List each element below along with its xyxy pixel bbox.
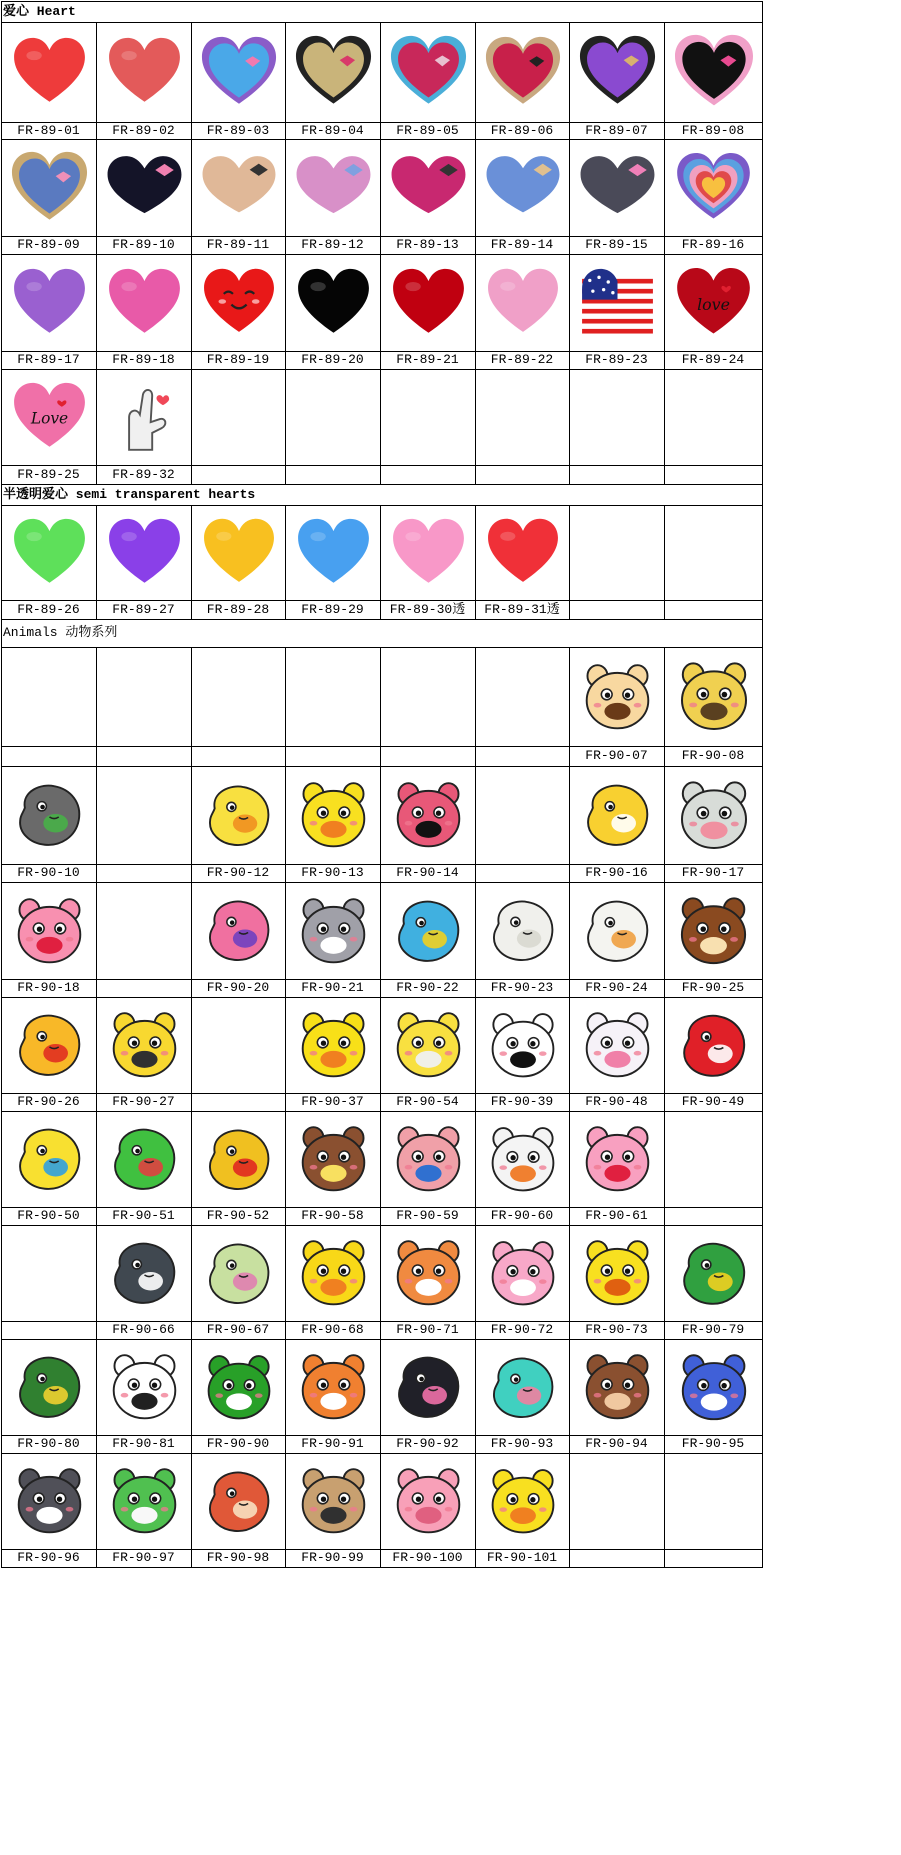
animal-charm-image bbox=[665, 1340, 762, 1435]
charm-graphic bbox=[390, 34, 467, 111]
product-code: FR-89-13 bbox=[396, 237, 459, 252]
product-code: FR-89-24 bbox=[681, 352, 745, 367]
product-code: FR-89-01 bbox=[17, 123, 80, 138]
animal-charm-image bbox=[97, 1454, 191, 1549]
animal-charm-image bbox=[2, 1454, 96, 1549]
charm-graphic bbox=[11, 265, 88, 342]
heart-charm-image bbox=[570, 23, 664, 122]
animal-charm-image bbox=[2, 883, 96, 979]
charm-graphic bbox=[485, 265, 561, 341]
product-code: FR-90-59 bbox=[396, 1208, 459, 1223]
grid-line bbox=[762, 139, 763, 255]
product-code: FR-89-18 bbox=[112, 352, 175, 367]
charm-graphic bbox=[579, 265, 656, 342]
charm-graphic bbox=[485, 515, 561, 591]
product-code: FR-89-08 bbox=[681, 123, 745, 138]
animal-charm-image bbox=[286, 1112, 380, 1207]
grid-line bbox=[1, 1, 763, 2]
product-code: FR-89-14 bbox=[490, 237, 554, 252]
animal-charm-image bbox=[192, 1340, 285, 1435]
grid-line bbox=[569, 505, 570, 620]
heart-charm-image bbox=[665, 23, 762, 122]
product-code: FR-90-67 bbox=[206, 1322, 270, 1337]
grid-line bbox=[191, 997, 192, 1112]
product-code: FR-90-08 bbox=[681, 748, 745, 763]
charm-graphic bbox=[485, 1464, 561, 1540]
heart-charm-image bbox=[286, 23, 380, 122]
product-code: FR-89-12 bbox=[301, 237, 364, 252]
charm-graphic bbox=[11, 1463, 88, 1540]
heart-charm-image bbox=[570, 140, 664, 236]
product-code: FR-90-94 bbox=[585, 1436, 648, 1451]
product-code: FR-89-20 bbox=[301, 352, 364, 367]
heart-charm-image bbox=[2, 370, 96, 465]
product-code: FR-90-81 bbox=[112, 1436, 175, 1451]
product-code: FR-89-31透 bbox=[484, 602, 560, 617]
heart-charm-image bbox=[2, 140, 96, 236]
charm-graphic bbox=[579, 893, 656, 970]
animal-charm-image bbox=[97, 1340, 191, 1435]
animal-charm-image bbox=[665, 1226, 762, 1321]
animal-charm-image bbox=[2, 767, 96, 864]
charm-graphic bbox=[295, 777, 372, 854]
heart-charm-image bbox=[286, 506, 380, 600]
product-code: FR-90-22 bbox=[396, 980, 459, 995]
charm-graphic bbox=[201, 1350, 277, 1426]
charm-graphic bbox=[11, 893, 88, 970]
product-code: FR-89-05 bbox=[396, 123, 459, 138]
product-code: FR-89-32 bbox=[112, 467, 175, 482]
animal-charm-image bbox=[665, 767, 762, 864]
grid-line bbox=[475, 369, 476, 485]
product-code: FR-90-92 bbox=[396, 1436, 459, 1451]
product-code: FR-90-93 bbox=[490, 1436, 554, 1451]
product-code: FR-90-100 bbox=[392, 1550, 463, 1565]
heart-charm-image bbox=[97, 506, 191, 600]
animal-charm-image bbox=[665, 883, 762, 979]
charm-graphic bbox=[579, 150, 656, 227]
charm-graphic bbox=[485, 150, 561, 226]
product-code: FR-90-13 bbox=[301, 865, 364, 880]
heart-charm-image bbox=[2, 255, 96, 351]
animal-charm-image bbox=[2, 1112, 96, 1207]
product-code: FR-90-90 bbox=[206, 1436, 270, 1451]
charm-graphic bbox=[201, 893, 277, 969]
animal-charm-image bbox=[192, 883, 285, 979]
charm-graphic bbox=[201, 150, 277, 226]
charm-graphic bbox=[390, 893, 467, 970]
heart-charm-image bbox=[665, 140, 762, 236]
charm-graphic bbox=[295, 1235, 372, 1312]
product-code: FR-89-25 bbox=[17, 467, 80, 482]
animal-charm-image bbox=[476, 998, 569, 1093]
animal-charm-image bbox=[286, 883, 380, 979]
charm-graphic bbox=[11, 777, 88, 854]
heart-charm-image bbox=[97, 370, 191, 465]
product-code: FR-90-24 bbox=[585, 980, 648, 995]
charm-graphic bbox=[295, 265, 372, 342]
animal-charm-image bbox=[97, 1226, 191, 1321]
product-code: FR-90-72 bbox=[490, 1322, 554, 1337]
grid-line bbox=[762, 369, 763, 485]
product-code: FR-90-101 bbox=[486, 1550, 558, 1565]
product-code: FR-90-17 bbox=[681, 865, 745, 880]
charm-graphic bbox=[485, 1236, 561, 1312]
product-code: FR-89-09 bbox=[17, 237, 80, 252]
product-code: FR-89-03 bbox=[206, 123, 270, 138]
charm-graphic bbox=[106, 150, 183, 227]
heart-charm-image bbox=[381, 140, 475, 236]
charm-graphic bbox=[485, 1122, 561, 1198]
charm-graphic bbox=[390, 150, 467, 227]
grid-line bbox=[664, 1453, 665, 1568]
heart-charm-image bbox=[192, 506, 285, 600]
heart-charm-image bbox=[570, 255, 664, 351]
product-code: FR-89-22 bbox=[490, 352, 554, 367]
animal-charm-image bbox=[97, 998, 191, 1093]
product-code: FR-90-16 bbox=[585, 865, 648, 880]
section-title: 爱心 Heart bbox=[3, 4, 76, 19]
animal-charm-image bbox=[476, 883, 569, 979]
animal-charm-image bbox=[286, 1340, 380, 1435]
product-code: FR-89-23 bbox=[585, 352, 648, 367]
grid-line bbox=[664, 505, 665, 620]
animal-charm-image bbox=[381, 883, 475, 979]
animal-charm-image bbox=[570, 883, 664, 979]
charm-graphic bbox=[579, 777, 656, 854]
product-code: FR-90-39 bbox=[490, 1094, 554, 1109]
grid-line bbox=[664, 1111, 665, 1226]
product-code: FR-90-98 bbox=[206, 1550, 270, 1565]
heart-charm-image bbox=[192, 140, 285, 236]
grid-line bbox=[762, 882, 763, 998]
animal-charm-image bbox=[381, 1454, 475, 1549]
animal-charm-image bbox=[286, 767, 380, 864]
product-code: FR-90-21 bbox=[301, 980, 364, 995]
product-code: FR-89-21 bbox=[396, 352, 459, 367]
product-code: FR-90-37 bbox=[301, 1094, 364, 1109]
animal-charm-image bbox=[381, 1340, 475, 1435]
animal-charm-image bbox=[665, 998, 762, 1093]
product-code: FR-90-26 bbox=[17, 1094, 80, 1109]
charm-graphic bbox=[11, 1007, 88, 1084]
charm-graphic bbox=[106, 1463, 183, 1540]
product-code: FR-89-27 bbox=[112, 602, 175, 617]
product-code: FR-90-49 bbox=[681, 1094, 745, 1109]
grid-line bbox=[762, 254, 763, 370]
heart-charm-image bbox=[381, 23, 475, 122]
charm-graphic bbox=[11, 150, 88, 227]
heart-charm-image bbox=[2, 506, 96, 600]
charm-graphic bbox=[390, 1463, 467, 1540]
grid-line bbox=[380, 647, 381, 767]
charm-graphic bbox=[295, 1463, 372, 1540]
grid-line bbox=[96, 882, 97, 998]
animal-charm-image bbox=[286, 1454, 380, 1549]
grid-line bbox=[762, 997, 763, 1112]
charm-graphic bbox=[11, 515, 88, 592]
grid-line bbox=[762, 1225, 763, 1340]
product-code: FR-89-07 bbox=[585, 123, 648, 138]
charm-graphic bbox=[674, 264, 753, 343]
animal-charm-image bbox=[476, 1454, 569, 1549]
charm-graphic bbox=[295, 34, 372, 111]
heart-charm-image bbox=[97, 140, 191, 236]
animal-charm-image bbox=[570, 1226, 664, 1321]
product-code: FR-89-06 bbox=[490, 123, 554, 138]
grid-line bbox=[475, 647, 476, 767]
product-code: FR-90-95 bbox=[681, 1436, 745, 1451]
heart-charm-image bbox=[97, 255, 191, 351]
charm-graphic bbox=[106, 379, 183, 456]
charm-graphic bbox=[579, 1235, 656, 1312]
grid-line bbox=[1, 484, 2, 506]
charm-graphic bbox=[675, 1349, 753, 1427]
product-code: FR-89-02 bbox=[112, 123, 175, 138]
charm-graphic bbox=[674, 657, 754, 737]
grid-line bbox=[762, 1, 763, 23]
charm-graphic bbox=[201, 778, 277, 854]
product-code: FR-89-19 bbox=[206, 352, 270, 367]
charm-graphic bbox=[579, 659, 656, 736]
animal-charm-image bbox=[97, 1112, 191, 1207]
charm-graphic bbox=[201, 35, 277, 111]
section-title: 半透明爱心 semi transparent hearts bbox=[3, 487, 256, 502]
grid-line bbox=[1, 1, 2, 23]
charm-graphic bbox=[295, 893, 372, 970]
grid-line bbox=[569, 1453, 570, 1568]
grid-line bbox=[762, 1339, 763, 1454]
svg-text:Love: Love bbox=[30, 409, 68, 428]
charm-graphic bbox=[579, 34, 656, 111]
heart-charm-image bbox=[286, 255, 380, 351]
product-code: FR-90-80 bbox=[17, 1436, 80, 1451]
product-code: FR-90-52 bbox=[206, 1208, 270, 1223]
grid-line bbox=[96, 647, 97, 767]
charm-graphic bbox=[485, 35, 561, 111]
charm-graphic bbox=[390, 1349, 467, 1426]
charm-graphic bbox=[201, 1464, 277, 1540]
animal-charm-image bbox=[570, 767, 664, 864]
product-code: FR-90-51 bbox=[112, 1208, 175, 1223]
product-code: FR-90-23 bbox=[490, 980, 554, 995]
charm-graphic bbox=[674, 892, 753, 971]
grid-line bbox=[762, 619, 763, 648]
charm-graphic bbox=[390, 515, 467, 592]
charm-graphic bbox=[675, 1235, 753, 1313]
grid-line bbox=[1, 1225, 2, 1340]
grid-line bbox=[1, 484, 763, 485]
charm-graphic bbox=[390, 777, 467, 854]
grid-line bbox=[664, 369, 665, 485]
product-code: FR-90-99 bbox=[301, 1550, 364, 1565]
heart-charm-image bbox=[381, 506, 475, 600]
animal-charm-image bbox=[381, 1226, 475, 1321]
product-code: FR-90-96 bbox=[17, 1550, 80, 1565]
charm-graphic bbox=[106, 1349, 183, 1426]
charm-graphic bbox=[295, 150, 372, 227]
heart-charm-image bbox=[476, 255, 569, 351]
heart-charm-image bbox=[192, 255, 285, 351]
charm-graphic bbox=[11, 34, 88, 111]
heart-charm-image bbox=[665, 255, 762, 351]
charm-graphic bbox=[485, 1350, 561, 1426]
grid-line bbox=[762, 1453, 763, 1568]
product-code: FR-90-58 bbox=[301, 1208, 364, 1223]
heart-charm-image bbox=[476, 23, 569, 122]
product-code: FR-89-04 bbox=[301, 123, 364, 138]
product-code: FR-90-60 bbox=[490, 1208, 554, 1223]
animal-charm-image bbox=[192, 767, 285, 864]
charm-graphic bbox=[674, 776, 754, 856]
animal-charm-image bbox=[476, 1112, 569, 1207]
animal-charm-image bbox=[192, 1454, 285, 1549]
charm-graphic bbox=[11, 1349, 88, 1426]
product-code: FR-89-15 bbox=[585, 237, 648, 252]
charm-graphic bbox=[11, 1121, 88, 1198]
animal-charm-image bbox=[476, 1340, 569, 1435]
grid-line bbox=[762, 766, 763, 883]
product-code: FR-89-11 bbox=[206, 237, 270, 252]
charm-graphic bbox=[106, 1235, 183, 1312]
heart-charm-image bbox=[476, 140, 569, 236]
animal-charm-image bbox=[286, 1226, 380, 1321]
product-code: FR-90-54 bbox=[396, 1094, 459, 1109]
charm-graphic bbox=[201, 1236, 277, 1312]
charm-graphic bbox=[674, 33, 754, 113]
grid-line bbox=[285, 647, 286, 767]
grid-line bbox=[1, 647, 2, 767]
product-code: FR-90-66 bbox=[112, 1322, 175, 1337]
grid-line bbox=[762, 1111, 763, 1226]
product-code: FR-90-71 bbox=[396, 1322, 459, 1337]
product-code: FR-90-50 bbox=[17, 1208, 80, 1223]
product-code: FR-90-07 bbox=[585, 748, 648, 763]
grid-line bbox=[1, 1567, 763, 1568]
charm-graphic bbox=[390, 1121, 467, 1198]
product-code: FR-90-14 bbox=[396, 865, 459, 880]
animal-charm-image bbox=[381, 767, 475, 864]
heart-charm-image bbox=[2, 23, 96, 122]
charm-graphic bbox=[579, 1007, 656, 1084]
charm-graphic bbox=[106, 34, 183, 111]
animal-charm-image bbox=[381, 1112, 475, 1207]
grid-line bbox=[762, 505, 763, 620]
animal-charm-image bbox=[192, 1226, 285, 1321]
charm-graphic bbox=[390, 1007, 467, 1084]
grid-line bbox=[191, 369, 192, 485]
charm-graphic bbox=[390, 265, 467, 342]
charm-graphic bbox=[11, 379, 88, 456]
product-code: FR-89-16 bbox=[681, 237, 745, 252]
heart-charm-image bbox=[286, 140, 380, 236]
grid-line bbox=[191, 647, 192, 767]
charm-graphic bbox=[579, 1349, 656, 1426]
grid-line bbox=[96, 766, 97, 883]
product-code: FR-90-79 bbox=[681, 1322, 745, 1337]
charm-graphic bbox=[485, 1008, 561, 1084]
animal-charm-image bbox=[2, 998, 96, 1093]
charm-graphic bbox=[106, 515, 183, 592]
heart-charm-image bbox=[97, 23, 191, 122]
product-code: FR-90-48 bbox=[585, 1094, 648, 1109]
charm-graphic bbox=[295, 1007, 372, 1084]
animal-charm-image bbox=[570, 648, 664, 746]
charm-graphic bbox=[201, 515, 277, 591]
product-code: FR-90-27 bbox=[112, 1094, 175, 1109]
charm-graphic bbox=[201, 265, 277, 341]
product-code: FR-89-26 bbox=[17, 602, 80, 617]
animal-charm-image bbox=[570, 998, 664, 1093]
charm-graphic bbox=[201, 1122, 277, 1198]
charm-graphic bbox=[106, 265, 183, 342]
grid-line bbox=[285, 369, 286, 485]
product-code: FR-90-73 bbox=[585, 1322, 648, 1337]
product-code: FR-89-28 bbox=[206, 602, 270, 617]
charm-graphic bbox=[295, 1121, 372, 1198]
grid-line bbox=[569, 369, 570, 485]
grid-line bbox=[762, 22, 763, 140]
animal-charm-image bbox=[476, 1226, 569, 1321]
product-code: FR-90-97 bbox=[112, 1550, 175, 1565]
heart-charm-image bbox=[381, 255, 475, 351]
product-code: FR-90-10 bbox=[17, 865, 80, 880]
charm-graphic bbox=[675, 1007, 753, 1085]
heart-charm-image bbox=[476, 506, 569, 600]
product-code: FR-89-10 bbox=[112, 237, 175, 252]
charm-graphic bbox=[390, 1235, 467, 1312]
product-code: FR-90-91 bbox=[301, 1436, 364, 1451]
animal-charm-image bbox=[381, 998, 475, 1093]
grid-line bbox=[1, 619, 763, 620]
product-code: FR-90-68 bbox=[301, 1322, 364, 1337]
product-code: FR-89-30透 bbox=[389, 602, 466, 617]
product-code: FR-89-29 bbox=[301, 602, 364, 617]
product-code: FR-90-61 bbox=[585, 1208, 648, 1223]
grid-line bbox=[1, 619, 2, 648]
charm-graphic bbox=[295, 1349, 372, 1426]
animal-charm-image bbox=[665, 648, 762, 746]
grid-line bbox=[475, 766, 476, 883]
charm-graphic bbox=[485, 893, 561, 969]
charm-graphic bbox=[106, 1007, 183, 1084]
product-code: FR-90-12 bbox=[206, 865, 270, 880]
charm-graphic bbox=[674, 149, 753, 228]
animal-charm-image bbox=[570, 1340, 664, 1435]
product-code: FR-90-20 bbox=[206, 980, 270, 995]
animal-charm-image bbox=[286, 998, 380, 1093]
charm-graphic bbox=[579, 1121, 656, 1198]
product-code: FR-89-17 bbox=[17, 352, 80, 367]
heart-charm-image bbox=[192, 23, 285, 122]
animal-charm-image bbox=[192, 1112, 285, 1207]
grid-line bbox=[762, 484, 763, 506]
grid-line bbox=[380, 369, 381, 485]
grid-line bbox=[762, 647, 763, 767]
animal-charm-image bbox=[2, 1340, 96, 1435]
product-code: FR-90-25 bbox=[681, 980, 745, 995]
charm-graphic bbox=[295, 515, 372, 592]
product-code: FR-90-18 bbox=[17, 980, 80, 995]
svg-text:love: love bbox=[697, 294, 730, 314]
animal-charm-image bbox=[570, 1112, 664, 1207]
charm-graphic bbox=[106, 1121, 183, 1198]
section-title: Animals 动物系列 bbox=[3, 625, 118, 640]
